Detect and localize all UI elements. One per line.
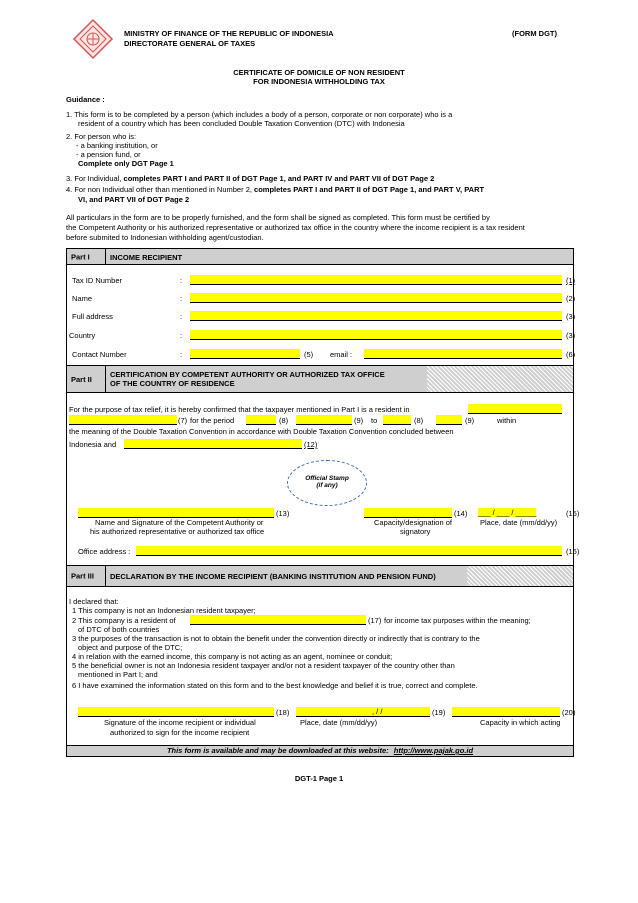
field-num-1: (1): [566, 276, 576, 285]
part1-label: Part I: [71, 252, 90, 261]
field-num-13: (13): [276, 509, 290, 518]
for-period-label: for the period: [190, 416, 235, 425]
part3-header: [66, 565, 574, 587]
place-date-caption: Place, date (mm/dd/yy): [480, 518, 558, 527]
field-num-17: (17): [368, 616, 382, 625]
place-date-caption-2: Place, date (mm/dd/yy): [300, 718, 378, 727]
footer-url[interactable]: http://www.pajak.go.id: [393, 746, 474, 755]
field-num-8b: (8): [414, 416, 424, 425]
field-num-20: (20): [562, 708, 576, 717]
guidance-4: [66, 185, 484, 194]
colon: :: [180, 294, 183, 303]
footer-note: This form is available and may be downloaded at this website:: [166, 746, 389, 755]
part1-header: [66, 248, 574, 265]
field-num-3b: (3): [566, 331, 576, 340]
resident-country-field[interactable]: [468, 404, 562, 414]
colon: :: [180, 331, 183, 340]
part2-title-2: OF THE COUNTRY OF RESIDENCE: [110, 379, 235, 388]
to-label: to: [371, 416, 378, 425]
office-address-label: Office address :: [78, 547, 131, 556]
field-num-16: (16): [566, 547, 580, 556]
tax-id-label: Tax ID Number: [72, 276, 123, 285]
guidance-4b: completes PART I and PART II of DGT Page 1, and PART V, PART: [254, 185, 485, 194]
email-label: email :: [330, 350, 353, 359]
part1-title: INCOME RECIPIENT: [110, 253, 183, 262]
field-num-9a: (9): [354, 416, 364, 425]
indonesia-and-label: Indonesia and: [69, 440, 117, 449]
period-start-month[interactable]: [246, 415, 276, 425]
field-num-8a: (8): [279, 416, 289, 425]
authority-signature-field[interactable]: [78, 508, 274, 518]
part2-header: [66, 365, 574, 393]
field-num-2: (2): [566, 294, 576, 303]
guidance-para-3: before submited to Indonesian withholding agent/custodian.: [66, 233, 264, 242]
resident-statement: For the purpose of tax relief, it is hereby confirmed that the taxpayer mentioned in Part I is a resident in: [69, 405, 410, 414]
guidance-2c: Complete only DGT Page 1: [78, 159, 174, 168]
period-start-year[interactable]: [296, 415, 352, 425]
recipient-sig-caption-1: Signature of the income recipient or individual: [104, 718, 256, 727]
name-field[interactable]: [190, 293, 562, 303]
field-num-9b: (9): [465, 416, 475, 425]
part2-title-1: CERTIFICATION BY COMPETENT AUTHORITY OR AUTHORIZED TAX OFFICE: [110, 370, 385, 379]
period-end-month[interactable]: [383, 415, 411, 425]
decl-1: 1 This company is not an Indonesian resident taxpayer;: [72, 606, 256, 615]
capacity-caption-2: signatory: [400, 527, 431, 536]
field-num-18: (18): [276, 708, 290, 717]
email-field[interactable]: [364, 349, 562, 359]
guidance-2a: - a banking institution, or: [76, 141, 158, 150]
field-num-19: (19): [432, 708, 446, 717]
guidance-para-1: All particulars in the form are to be properly furnished, and the form shall be signed as completed. This form must be certified by: [66, 213, 490, 222]
guidance-2b: - a pension fund, or: [76, 150, 141, 159]
declared-label: I declared that:: [69, 597, 119, 606]
guidance-2: 2. For person who is:: [66, 132, 137, 141]
resident-country-17-field[interactable]: [190, 615, 366, 625]
form-title-line2: FOR INDONESIA WITHHOLDING TAX: [253, 77, 385, 86]
part3-label: Part III: [71, 571, 94, 581]
colon: :: [180, 276, 183, 285]
guidance-1a: 1. This form is to be completed by a person (which includes a body of a person, corporate or non corporate) who is a: [66, 110, 453, 119]
field-num-12: (12): [304, 440, 318, 449]
decl-3: 3 the purposes of the transaction is not to obtain the benefit under the convention directly or indirectly that is contrary to the: [72, 634, 480, 643]
colon: :: [180, 312, 183, 321]
capacity-acting-caption: Capacity in which acting: [480, 718, 561, 727]
decl-3b: object and purpose of the DTC;: [78, 643, 183, 652]
contact-label: Contact Number: [72, 350, 127, 359]
decl-4: 4 in relation with the earned income, this company is not acting as an agent, nominee or conduit;: [72, 652, 393, 661]
guidance-heading: Guidance :: [66, 95, 105, 104]
sig-caption-2: his authorized representative or authorized tax office: [90, 527, 265, 536]
field-num-5: (5): [304, 350, 314, 359]
part3-title: DECLARATION BY THE INCOME RECIPIENT (BANKING INSTITUTION AND PENSION FUND): [110, 572, 436, 581]
decl-2: 2 This company is a resident of: [72, 616, 176, 625]
period-end-year[interactable]: [436, 415, 462, 425]
office-address-field[interactable]: [136, 546, 562, 556]
decl-2b: for income tax purposes within the meaning;: [384, 616, 531, 625]
guidance-3b: completes PART I and PART II of DGT Page 1, and PART IV and PART VII of DGT Page 2: [123, 174, 435, 183]
guidance-3: [66, 174, 434, 183]
date-slashes[interactable]: ___ / ___ / _____: [478, 508, 537, 517]
decl-6: 6 I have examined the information stated on this form and to the best knowledge and belief it is true, correct and complete.: [72, 681, 478, 690]
recipient-sig-caption-2: authorized to sign for the income recipient: [110, 728, 250, 737]
acting-capacity-field[interactable]: [452, 707, 560, 717]
place-date-slashes: , / /: [372, 707, 383, 716]
capacity-caption-1: Capacity/designation of: [374, 518, 452, 527]
guidance-para-2: the Competent Authority or his authorized representative or authorized tax office in the country where the income recipient is a tax resident: [66, 223, 525, 232]
decl-5: 5 the beneficial owner is not an Indonesia resident taxpayer and/or not a resident taxpayer of the country other than: [72, 661, 455, 670]
country-label: Country: [69, 331, 96, 340]
guidance-3a: 3. For Individual,: [66, 174, 124, 183]
name-label: Name: [72, 294, 93, 303]
directorate-name: DIRECTORATE GENERAL OF TAXES: [124, 39, 256, 48]
field-num-7: (7): [178, 416, 188, 425]
within-label: within: [497, 416, 517, 425]
resident-field-7[interactable]: [69, 415, 177, 425]
form-code: (FORM DGT): [512, 29, 557, 38]
address-field[interactable]: [190, 311, 562, 321]
ministry-name: MINISTRY OF FINANCE OF THE REPUBLIC OF INDONESIA: [124, 29, 334, 38]
guidance-1b: resident of a country which has been concluded Double Taxation Convention (DTC) with Indonesia: [78, 119, 405, 128]
place-date-field[interactable]: [296, 707, 430, 717]
ministry-logo-icon: [72, 18, 114, 60]
capacity-field[interactable]: [364, 508, 452, 518]
guidance-4c: VI, and PART VII of DGT Page 2: [78, 195, 190, 204]
colon: :: [180, 350, 183, 359]
dtc-meaning-text: the meaning of the Double Taxation Convention in accordance with Double Taxation Convention concluded between: [69, 427, 454, 436]
decl-5b: mentioned in Part I; and: [78, 670, 158, 679]
form-title-line1: CERTIFICATE OF DOMICILE OF NON RESIDENT: [233, 68, 405, 77]
address-label: Full address: [72, 312, 113, 321]
page-number: DGT-1 Page 1: [294, 774, 344, 783]
recipient-signature-field[interactable]: [78, 707, 274, 717]
field-num-14: (14): [454, 509, 468, 518]
field-num-6: (6): [566, 350, 576, 359]
treaty-country-field[interactable]: [124, 439, 302, 449]
tax-id-field[interactable]: [190, 275, 562, 285]
contact-field[interactable]: [190, 349, 300, 359]
official-stamp-placeholder: [287, 460, 367, 506]
country-field[interactable]: [190, 330, 562, 340]
field-num-3: (3): [566, 312, 576, 321]
guidance-4a: 4. For non Individual other than mentioned in Number 2,: [66, 185, 255, 194]
footer-bar: [66, 745, 574, 757]
field-num-15: (15): [566, 509, 580, 518]
stamp-text-2: (if any): [316, 482, 338, 489]
part2-label: Part II: [71, 375, 92, 384]
decl-2c: of DTC of both countries: [78, 625, 160, 634]
stamp-text-1: Official Stamp: [305, 475, 349, 482]
sig-caption-1: Name and Signature of the Competent Authority or: [95, 518, 264, 527]
